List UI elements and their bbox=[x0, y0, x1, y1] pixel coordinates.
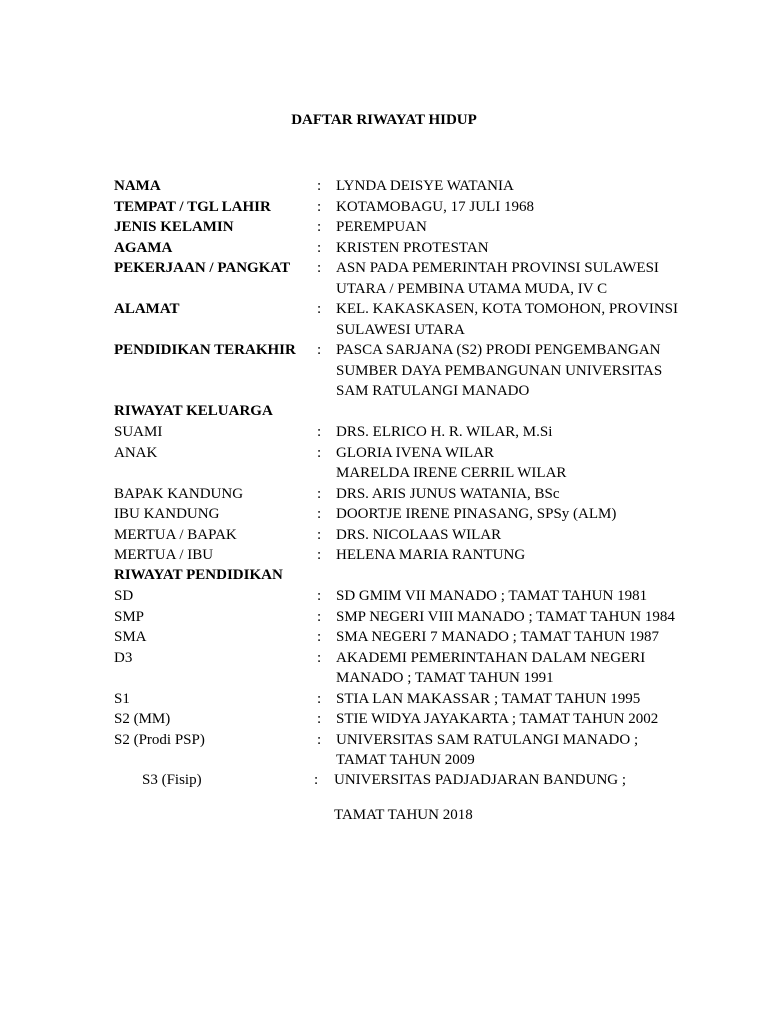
row-colon: : bbox=[317, 526, 322, 543]
row-value bbox=[336, 730, 706, 771]
row-colon: : bbox=[317, 260, 322, 276]
row-value bbox=[336, 607, 706, 628]
row-value bbox=[336, 545, 706, 566]
row-colon: : bbox=[317, 485, 322, 502]
value-line: UTARA / PEMBINA UTAMA MUDA, IV C bbox=[336, 280, 608, 297]
value-line: DRS. ELRICO H. R. WILAR, M.Si bbox=[336, 424, 553, 440]
row-colon: : bbox=[317, 239, 322, 256]
value-line: AKADEMI PEMERINTAHAN DALAM NEGERI bbox=[336, 649, 646, 666]
value-line: KRISTEN PROTESTAN bbox=[336, 239, 489, 256]
row-label: ANAK bbox=[114, 444, 158, 461]
value-line: STIE WIDYA JAYAKARTA ; TAMAT TAHUN 2002 bbox=[336, 711, 659, 727]
value-line: PEREMPUAN bbox=[336, 219, 427, 235]
row-value bbox=[336, 504, 706, 525]
value-line: SMP NEGERI VIII MANADO ; TAMAT TAHUN 1984 bbox=[336, 608, 675, 625]
value-line: UNIVERSITAS SAM RATULANGI MANADO ; bbox=[336, 731, 639, 748]
value-line: SMA NEGERI 7 MANADO ; TAMAT TAHUN 1987 bbox=[336, 629, 660, 645]
row-colon: : bbox=[317, 178, 322, 194]
row-label: MERTUA / IBU bbox=[114, 547, 214, 563]
row-colon: : bbox=[317, 342, 322, 358]
row-colon: : bbox=[317, 424, 322, 440]
row-value bbox=[336, 525, 706, 546]
row-label: TEMPAT / TGL LAHIR bbox=[114, 198, 271, 215]
row-label: JENIS KELAMIN bbox=[114, 219, 234, 235]
value-line: KOTAMOBAGU, 17 JULI 1968 bbox=[336, 198, 534, 215]
row-value bbox=[336, 648, 706, 689]
row-value bbox=[336, 627, 706, 648]
value-line: MANADO ; TAMAT TAHUN 1991 bbox=[336, 670, 554, 686]
row-label: PEKERJAAN / PANGKAT bbox=[114, 260, 291, 276]
row-value bbox=[336, 709, 706, 730]
row-label: S3 (Fisip) bbox=[142, 772, 202, 788]
row-label: SMA bbox=[114, 629, 147, 645]
row-label: NAMA bbox=[114, 178, 161, 194]
row-colon: : bbox=[317, 301, 322, 317]
row-value bbox=[336, 422, 706, 443]
value-line: ASN PADA PEMERINTAH PROVINSI SULAWESI bbox=[336, 260, 659, 276]
value-line: LYNDA DEISYE WATANIA bbox=[336, 178, 514, 194]
row-label: S2 (MM) bbox=[114, 711, 171, 727]
row-label: SUAMI bbox=[114, 424, 163, 440]
row-label: BAPAK KANDUNG bbox=[114, 485, 244, 502]
row-colon: : bbox=[317, 547, 322, 563]
row-value bbox=[336, 299, 706, 340]
row-colon: : bbox=[317, 629, 322, 645]
row-value bbox=[336, 258, 706, 299]
value-line: SAM RATULANGI MANADO bbox=[336, 383, 530, 399]
value-line: SULAWESI UTARA bbox=[336, 321, 465, 338]
row-value bbox=[336, 689, 706, 710]
row-colon: : bbox=[317, 690, 322, 707]
value-line: GLORIA IVENA WILAR bbox=[336, 444, 495, 461]
row-value: UNIVERSITAS PADJADJARAN BANDUNG ; bbox=[334, 772, 627, 788]
row-colon: : bbox=[317, 711, 322, 727]
row-label: PENDIDIKAN TERAKHIR bbox=[114, 342, 296, 358]
value-line: TAMAT TAHUN 2009 bbox=[336, 752, 475, 768]
family-heading: RIWAYAT KELUARGA bbox=[114, 403, 273, 419]
row-colon: : bbox=[317, 608, 322, 625]
row-colon: : bbox=[317, 649, 322, 666]
row-colon: : bbox=[317, 588, 322, 604]
row-label: ALAMAT bbox=[114, 301, 180, 317]
row-label: S2 (Prodi PSP) bbox=[114, 731, 205, 748]
row-value bbox=[336, 484, 706, 505]
row-label: S1 bbox=[114, 690, 130, 707]
education-heading: RIWAYAT PENDIDIKAN bbox=[114, 567, 283, 583]
value-line: DRS. NICOLAAS WILAR bbox=[336, 526, 502, 543]
row-value bbox=[336, 238, 706, 259]
row-colon: : bbox=[317, 198, 322, 215]
row-colon: : bbox=[314, 772, 319, 788]
value-line: DRS. ARIS JUNUS WATANIA, BSc bbox=[336, 485, 560, 502]
value-line: STIA LAN MAKASSAR ; TAMAT TAHUN 1995 bbox=[336, 690, 641, 707]
row-label: SD bbox=[114, 588, 134, 604]
value-line: SUMBER DAYA PEMBANGUNAN UNIVERSITAS bbox=[336, 362, 663, 379]
value-line: PASCA SARJANA (S2) PRODI PENGEMBANGAN bbox=[336, 342, 661, 358]
row-label: AGAMA bbox=[114, 239, 173, 256]
row-colon: : bbox=[317, 444, 322, 461]
value-line: MARELDA IRENE CERRIL WILAR bbox=[336, 465, 567, 481]
row-label: IBU KANDUNG bbox=[114, 506, 220, 522]
value-line: SD GMIM VII MANADO ; TAMAT TAHUN 1981 bbox=[336, 588, 648, 604]
row-value bbox=[336, 586, 706, 607]
value-line: DOORTJE IRENE PINASANG, SPSy (ALM) bbox=[336, 506, 617, 522]
row-value bbox=[336, 443, 706, 484]
row-colon: : bbox=[317, 506, 322, 522]
row-label: SMP bbox=[114, 608, 145, 625]
row-value bbox=[336, 340, 706, 402]
row-label: D3 bbox=[114, 649, 133, 666]
value-line: HELENA MARIA RANTUNG bbox=[336, 547, 526, 563]
education-s3-year: TAMAT TAHUN 2018 bbox=[334, 807, 473, 823]
row-value bbox=[336, 217, 706, 238]
row-label: MERTUA / BAPAK bbox=[114, 526, 237, 543]
document-title: DAFTAR RIWAYAT HIDUP bbox=[291, 112, 477, 128]
row-value bbox=[336, 176, 706, 197]
row-value bbox=[336, 197, 706, 218]
row-colon: : bbox=[317, 219, 322, 235]
row-colon: : bbox=[317, 731, 322, 748]
value-line: KEL. KAKASKASEN, KOTA TOMOHON, PROVINSI bbox=[336, 301, 679, 317]
